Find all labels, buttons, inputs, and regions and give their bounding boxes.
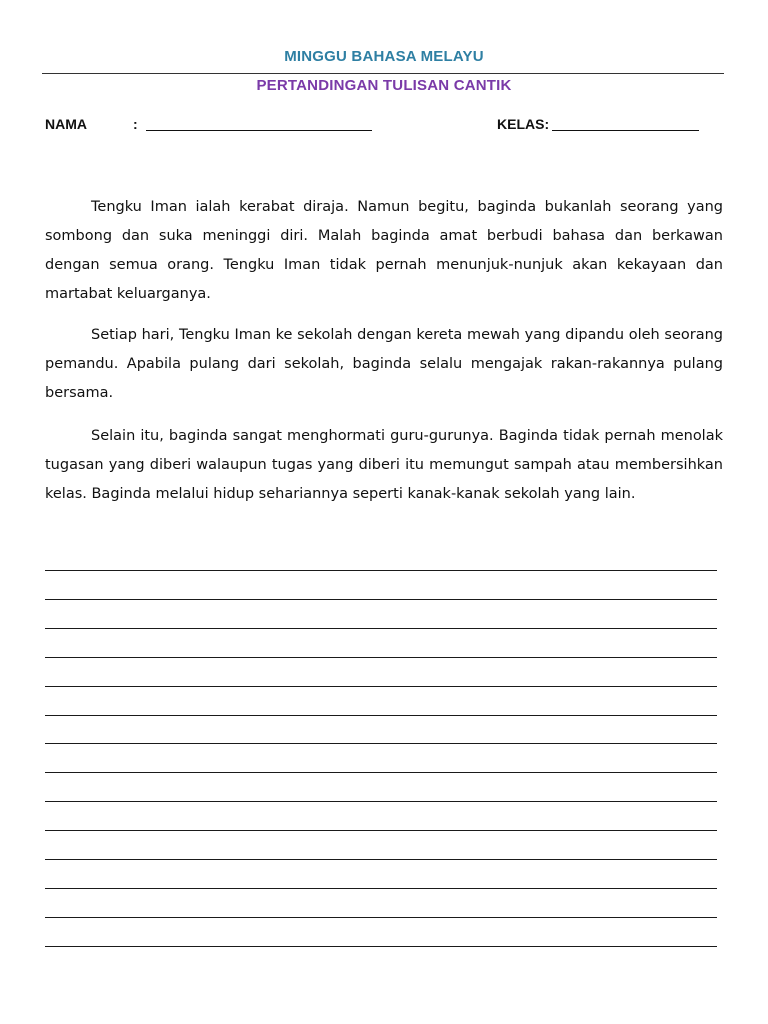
page-subtitle: PERTANDINGAN TULISAN CANTIK [256,77,512,94]
nama-label: NAMA [45,116,87,132]
writing-line [45,772,717,773]
kelas-label: KELAS: [497,116,550,132]
paragraph-text: Tengku Iman ialah kerabat diraja. Namun begitu, baginda bukanlah seorang yang sombong dan suka meninggi diri. Malah baginda amat berbudi bahasa dan berkawan dengan semua orang. Tengku Iman tidak pernah menunjuk-nunjuk akan kekayaan dan martabat keluarganya. [45,199,723,302]
writing-line [45,830,717,831]
writing-line [45,628,717,629]
writing-line [45,599,717,600]
writing-line [45,801,717,802]
passage-paragraph-3 [45,422,723,509]
passage-paragraph-1 [45,193,723,309]
passage-paragraph-2 [45,321,723,408]
nama-blank-field [146,116,372,134]
writing-line [45,657,717,658]
writing-line [45,686,717,687]
writing-line [45,888,717,889]
paragraph-text: Setiap hari, Tengku Iman ke sekolah dengan kereta mewah yang dipandu oleh seorang pemandu. Apabila pulang dari sekolah, baginda selalu mengajak rakan-rakannya pulang bersama. [45,327,723,401]
header-divider [42,73,724,74]
page-title: MINGGU BAHASA MELAYU [284,48,484,65]
kelas-blank-field [552,116,699,134]
nama-colon: : [133,116,138,132]
paragraph-text: Selain itu, baginda sangat menghormati guru-gurunya. Baginda tidak pernah menolak tugasan yang diberi walaupun tugas yang diberi itu memungut sampah atau membersihkan kelas. Baginda melalui hidup sehariannya seperti kanak-kanak sekolah yang lain. [45,428,723,502]
writing-line [45,917,717,918]
writing-line [45,715,717,716]
writing-line [45,946,717,947]
writing-line [45,743,717,744]
writing-line [45,859,717,860]
writing-line [45,570,717,571]
